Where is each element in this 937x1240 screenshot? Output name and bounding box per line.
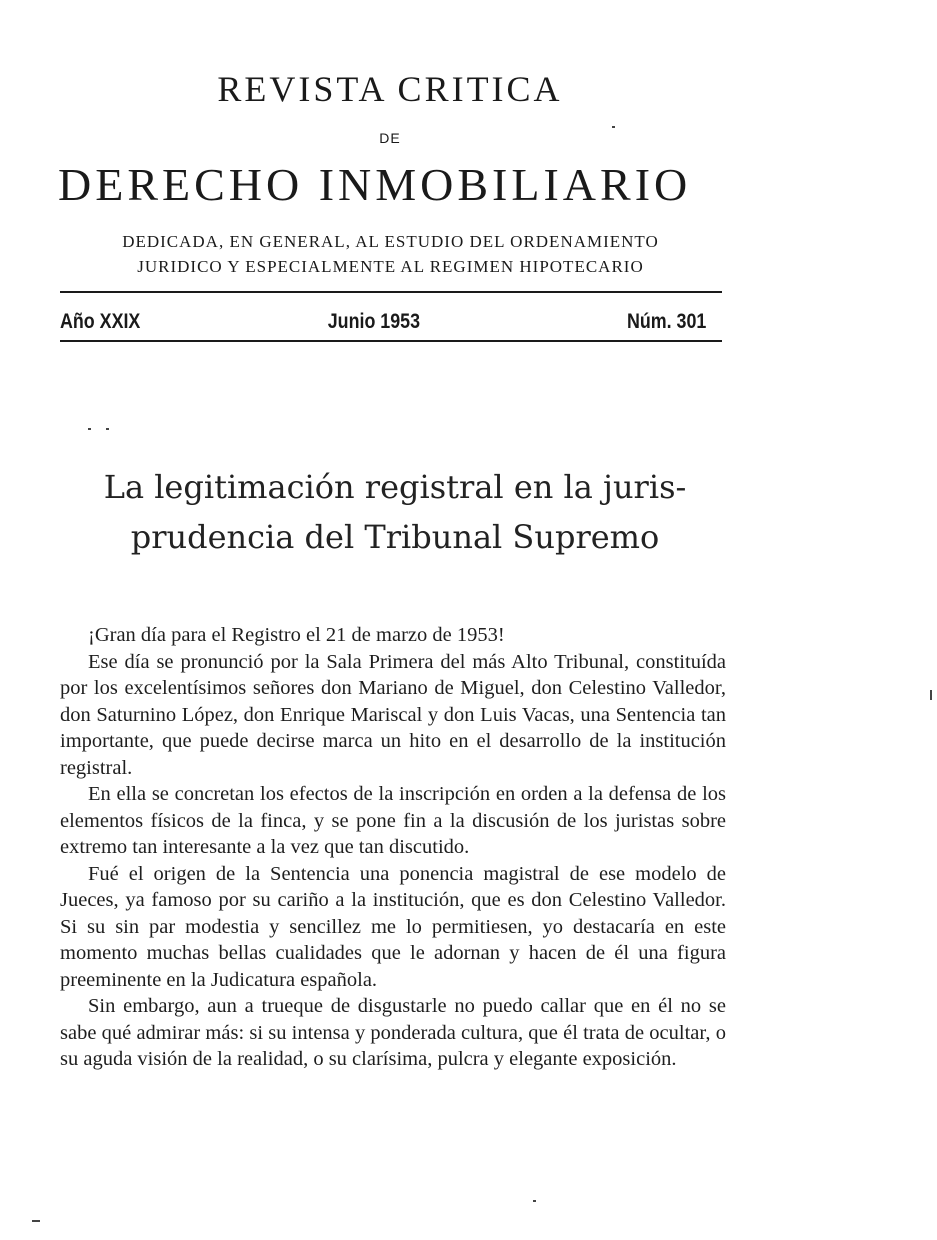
scan-speck [612,126,615,128]
paragraph: Ese día se pronunció por la Sala Primera del más Alto Tribunal, constituída por los excelentísimos señores don Mariano de Miguel, don Celestino Valledor, don Saturnino López, don Enrique Mariscal y don Luis Vacas, una Sentencia tan importante, que puede decirse marca un hito en el desarrollo de la institución registral. [60,650,726,779]
journal-subtitle-line2: JURIDICO Y ESPECIALMENTE AL REGIMEN HIPOTECARIO [137,257,644,276]
issue-date: Junio 1953 [327,310,421,333]
journal-title-line2: DERECHO INMOBILIARIO [58,159,692,210]
scan-speck [930,690,932,700]
journal-title-connector: DE [379,130,401,146]
paragraph: En ella se concretan los efectos de la inscripción en orden a la defensa de los elementos físicos de la finca, y se pone fin a la discusión de los juristas sobre extremo tan interesante a la vez que tan discutido. [60,783,726,858]
issue-year: Año XXIX [60,310,141,333]
issue-info-bar [60,310,707,336]
paragraph: Fué el origen de la Sentencia una ponencia magistral de ese modelo de Jueces, ya famoso por su cariño a la institución, que es don Celestino Valledor. Si su sin par modestia y sencillez me lo permitiesen, yo destacaría en este momento muchas bellas cualidades que le adornan y hacen de él una figura preeminente en la Judicatura española. [60,862,726,991]
paragraph: Sin embargo, aun a trueque de disgustarle no puedo callar que en él no se sabe qué admirar más: si su intensa y ponderada cultura, que él trata de ocultar, o su aguda visión de la realidad, o su clarísima, pulcra y elegante exposición. [60,995,726,1070]
top-divider [60,291,722,293]
scan-speck [533,1200,536,1202]
scan-speck [106,428,109,430]
issue-number: Núm. 301 [626,310,707,333]
bottom-divider [60,340,722,342]
article-body [60,622,726,1073]
journal-title-line1: REVISTA CRITICA [217,69,563,109]
scan-speck [32,1220,40,1222]
journal-subtitle-line1: DEDICADA, EN GENERAL, AL ESTUDIO DEL ORDENAMIENTO [122,232,659,251]
paragraph: ¡Gran día para el Registro el 21 de marzo de 1953! [88,624,505,646]
article-title-text: La legitimación registral en la juris- prudencia del Tribunal Supremo [103,468,687,556]
scan-speck [88,428,91,430]
article-title [60,462,730,562]
